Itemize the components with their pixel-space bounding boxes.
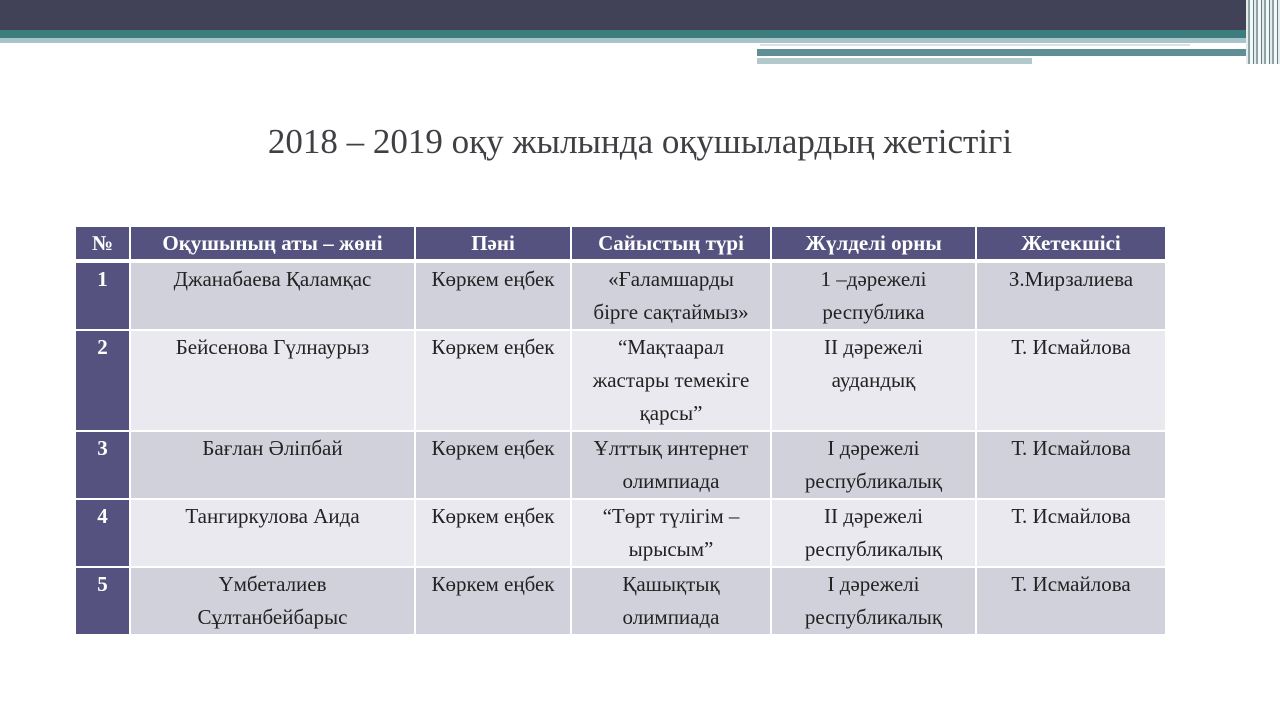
subject: Көркем еңбек: [415, 261, 571, 330]
student-name: Бейсенова Гүлнаурыз: [130, 330, 415, 431]
header-subject: Пәні: [415, 227, 571, 261]
place-line: І дәрежелі: [827, 572, 920, 596]
student-name: Джанабаева Қаламқас: [130, 261, 415, 330]
row-number: 3: [76, 431, 130, 499]
top-decorative-band: [0, 0, 1280, 30]
subject: Көркем еңбек: [415, 330, 571, 431]
contest-type: [571, 499, 771, 567]
header-student-name: Оқушының аты – жөні: [130, 227, 415, 261]
header-supervisor: Жетекшісі: [976, 227, 1166, 261]
place-line: республика: [822, 300, 925, 324]
accent-bar-short: [757, 58, 1032, 64]
contest-line: бірге сақтаймыз»: [593, 300, 749, 324]
subject: Көркем еңбек: [415, 499, 571, 567]
table-row: [76, 330, 1166, 431]
contest-type: [571, 431, 771, 499]
name-line: Сұлтанбейбарыс: [197, 605, 348, 629]
row-number: 2: [76, 330, 130, 431]
place-line: ІІ дәрежелі: [824, 335, 923, 359]
prize-place: [771, 567, 976, 634]
teal-accent-band: [0, 30, 1280, 38]
contest-line: Қашықтық: [622, 572, 720, 596]
place-line: республикалық: [804, 537, 943, 561]
prize-place: [771, 499, 976, 567]
corner-stripes-decoration: [1246, 0, 1280, 64]
contest-line: «Ғаламшарды: [608, 267, 734, 291]
accent-bar-long: [757, 49, 1280, 56]
supervisor: Т. Исмайлова: [976, 431, 1166, 499]
subject: Көркем еңбек: [415, 431, 571, 499]
accent-line: [760, 44, 1190, 46]
prize-place: [771, 431, 976, 499]
light-accent-band: [0, 38, 1280, 43]
table-row: [76, 261, 1166, 330]
contest-line: Ұлттық интернет: [593, 436, 749, 460]
row-number: 1: [76, 261, 130, 330]
contest-type: [571, 261, 771, 330]
place-line: І дәрежелі: [827, 436, 920, 460]
table-row: [76, 431, 1166, 499]
contest-type: [571, 567, 771, 634]
header-prize-place: Жүлделі орны: [771, 227, 976, 261]
row-number: 4: [76, 499, 130, 567]
header-number: №: [76, 227, 130, 261]
contest-line: “Төрт түлігім –: [602, 504, 740, 528]
contest-line: жастары темекіге: [592, 368, 750, 392]
slide-title: 2018 – 2019 оқу жылында оқушылардың жетістігі: [267, 122, 1013, 161]
table-row: [76, 499, 1166, 567]
prize-place: [771, 330, 976, 431]
place-line: республикалық: [804, 469, 943, 493]
student-name: Бағлан Әліпбай: [130, 431, 415, 499]
prize-place: [771, 261, 976, 330]
contest-line: “Мақтаарал: [617, 335, 725, 359]
place-line: ІІ дәрежелі: [824, 504, 923, 528]
contest-line: олимпиада: [622, 605, 720, 629]
row-number: 5: [76, 567, 130, 634]
student-name: Тангиркулова Аида: [130, 499, 415, 567]
contest-line: ырысым”: [628, 537, 714, 561]
name-line: Үмбеталиев: [218, 572, 327, 596]
achievements-table: [76, 227, 1167, 634]
place-line: республикалық: [804, 605, 943, 629]
supervisor: З.Мирзалиева: [976, 261, 1166, 330]
table-row: [76, 567, 1166, 634]
place-line: аудандық: [831, 368, 916, 392]
supervisor: Т. Исмайлова: [976, 567, 1166, 634]
contest-type: [571, 330, 771, 431]
place-line: 1 –дәрежелі: [820, 267, 927, 291]
subject: Көркем еңбек: [415, 567, 571, 634]
supervisor: Т. Исмайлова: [976, 330, 1166, 431]
contest-line: қарсы”: [639, 401, 703, 425]
student-name: [130, 567, 415, 634]
table-header-row: [76, 227, 1166, 261]
header-contest-type: Сайыстың түрі: [571, 227, 771, 261]
contest-line: олимпиада: [622, 469, 720, 493]
supervisor: Т. Исмайлова: [976, 499, 1166, 567]
